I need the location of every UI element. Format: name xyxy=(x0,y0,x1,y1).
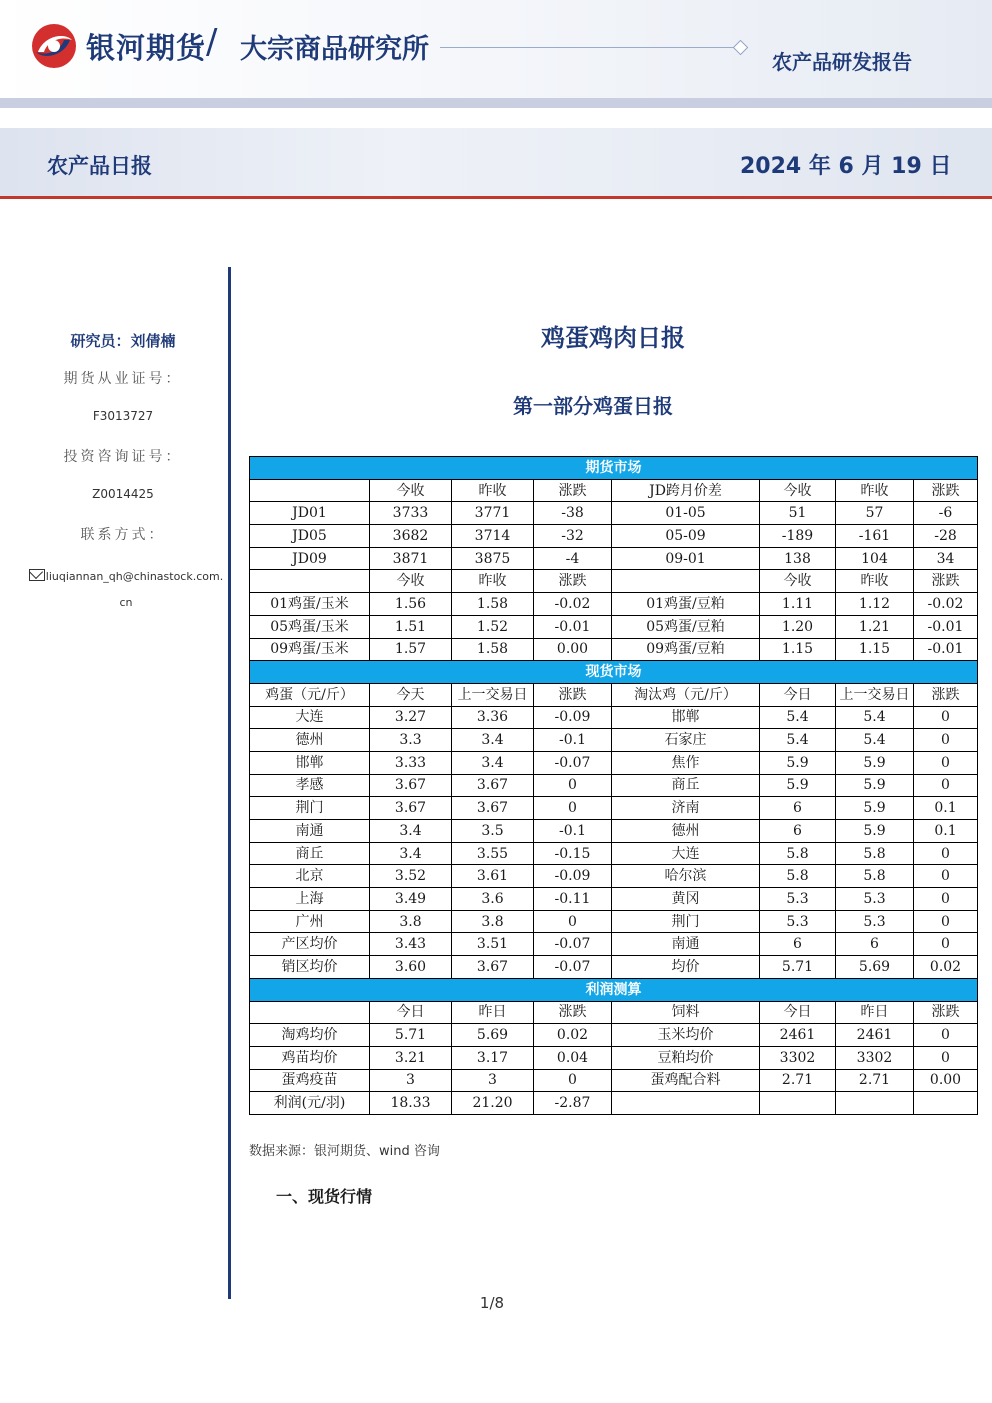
table-cell: 01-05 xyxy=(612,502,760,525)
table-cell: 石家庄 xyxy=(612,729,760,752)
table-cell: 蛋鸡疫苗 xyxy=(250,1069,370,1092)
table-cell: 1.51 xyxy=(370,615,452,638)
section-band-label: 现货市场 xyxy=(250,661,978,684)
table-cell: 今日 xyxy=(760,683,836,706)
section-band-row xyxy=(250,978,978,1001)
table-cell: 6 xyxy=(760,820,836,843)
table-cell: 1.57 xyxy=(370,638,452,661)
table-cell: 1.21 xyxy=(836,615,914,638)
table-cell: 南通 xyxy=(250,820,370,843)
table-cell: 5.9 xyxy=(836,797,914,820)
table-cell: 3.67 xyxy=(452,956,534,979)
table-cell: 蛋鸡配合料 xyxy=(612,1069,760,1092)
table-row xyxy=(250,774,978,797)
table-cell: 3.33 xyxy=(370,751,452,774)
table-cell: 104 xyxy=(836,547,914,570)
table-cell xyxy=(250,570,370,593)
table-cell: -28 xyxy=(914,525,978,548)
table-cell: 0.1 xyxy=(914,820,978,843)
table-cell: 3714 xyxy=(452,525,534,548)
table-cell: 57 xyxy=(836,502,914,525)
table-cell: 5.71 xyxy=(370,1024,452,1047)
table-cell: 01鸡蛋/豆粕 xyxy=(612,593,760,616)
table-cell: 6 xyxy=(760,933,836,956)
table-cell: 3771 xyxy=(452,502,534,525)
spot-market-subheading: 一、现货行情 xyxy=(276,1187,373,1206)
table-cell: 3.55 xyxy=(452,842,534,865)
table-cell: 0 xyxy=(914,910,978,933)
table-cell: 大连 xyxy=(250,706,370,729)
table-cell: 5.4 xyxy=(760,729,836,752)
table-cell: 5.8 xyxy=(760,842,836,865)
table-cell: -0.02 xyxy=(914,593,978,616)
table-cell: 2461 xyxy=(760,1024,836,1047)
table-row xyxy=(250,820,978,843)
table-cell: 3.6 xyxy=(452,888,534,911)
table-cell: 哈尔滨 xyxy=(612,865,760,888)
table-cell: 孝感 xyxy=(250,774,370,797)
table-cell: -0.07 xyxy=(534,956,612,979)
table-cell: JD09 xyxy=(250,547,370,570)
table-cell: 6 xyxy=(836,933,914,956)
table-cell: 3.36 xyxy=(452,706,534,729)
table-cell: 昨收 xyxy=(452,479,534,502)
table-cell: -0.01 xyxy=(534,615,612,638)
table-cell: 产区均价 xyxy=(250,933,370,956)
table-cell: 0.00 xyxy=(914,1069,978,1092)
table-cell: 3682 xyxy=(370,525,452,548)
table-row xyxy=(250,502,978,525)
table-cell: 0 xyxy=(914,774,978,797)
table-cell: 0.00 xyxy=(534,638,612,661)
table-cell: 0.02 xyxy=(914,956,978,979)
table-cell: -189 xyxy=(760,525,836,548)
table-cell: 0 xyxy=(914,729,978,752)
table-cell: 3.52 xyxy=(370,865,452,888)
table-cell: -0.01 xyxy=(914,638,978,661)
table-cell: 3.4 xyxy=(370,842,452,865)
table-cell: JD05 xyxy=(250,525,370,548)
table-cell: 3.61 xyxy=(452,865,534,888)
table-cell: 涨跌 xyxy=(914,1001,978,1024)
table-cell: 昨日 xyxy=(452,1001,534,1024)
table-cell: 1.15 xyxy=(836,638,914,661)
table-cell: 3.8 xyxy=(370,910,452,933)
table-cell: 3.60 xyxy=(370,956,452,979)
table-cell: 5.8 xyxy=(760,865,836,888)
table-cell: 3302 xyxy=(760,1046,836,1069)
table-cell: -161 xyxy=(836,525,914,548)
table-cell: 0.1 xyxy=(914,797,978,820)
table-cell: 0 xyxy=(534,910,612,933)
table-cell: 北京 xyxy=(250,865,370,888)
table-cell: 0 xyxy=(914,1046,978,1069)
table-cell: 3.51 xyxy=(452,933,534,956)
table-cell: 今天 xyxy=(370,683,452,706)
table-cell: 5.3 xyxy=(836,888,914,911)
section-band-row xyxy=(250,457,978,480)
table-cell: 今收 xyxy=(760,479,836,502)
table-cell: 淘汰鸡（元/斤） xyxy=(612,683,760,706)
egg-data-table xyxy=(249,456,978,1115)
table-cell: 鸡苗均价 xyxy=(250,1046,370,1069)
table-cell: 0 xyxy=(914,1024,978,1047)
table-cell: 济南 xyxy=(612,797,760,820)
table-cell: 5.3 xyxy=(760,888,836,911)
table-cell: 3.49 xyxy=(370,888,452,911)
table-cell: 3.8 xyxy=(452,910,534,933)
table-cell: 邯郸 xyxy=(612,706,760,729)
table-cell: 1.12 xyxy=(836,593,914,616)
table-cell: 3 xyxy=(370,1069,452,1092)
table-cell: 5.9 xyxy=(836,774,914,797)
table-cell: 焦作 xyxy=(612,751,760,774)
table-cell: 3.4 xyxy=(370,820,452,843)
futures-cert-value: F3013727 xyxy=(92,409,154,423)
researcher-name: 研究员：刘倩楠 xyxy=(70,332,176,350)
table-cell: -0.11 xyxy=(534,888,612,911)
data-source-note: 数据来源：银河期货、wind 咨询 xyxy=(249,1144,440,1159)
table-cell: 3.67 xyxy=(452,797,534,820)
contact-email[interactable]: liuqiannan_qh@chinastock.com.cn xyxy=(45,570,224,609)
table-cell: 今收 xyxy=(370,570,452,593)
table-cell: 玉米均价 xyxy=(612,1024,760,1047)
table-cell: 今收 xyxy=(370,479,452,502)
mail-icon xyxy=(29,569,45,581)
table-cell: -0.09 xyxy=(534,706,612,729)
table-cell: 荆门 xyxy=(612,910,760,933)
table-cell: -4 xyxy=(534,547,612,570)
subheader-red-rule xyxy=(0,196,992,199)
table-row xyxy=(250,888,978,911)
table-cell: 09-01 xyxy=(612,547,760,570)
table-cell: -0.01 xyxy=(914,615,978,638)
table-cell: 5.4 xyxy=(836,729,914,752)
table-cell xyxy=(250,479,370,502)
table-cell: 0 xyxy=(914,842,978,865)
table-cell: 商丘 xyxy=(250,842,370,865)
table-cell: 销区均价 xyxy=(250,956,370,979)
table-cell: -0.15 xyxy=(534,842,612,865)
table-cell: 2.71 xyxy=(836,1069,914,1092)
table-cell xyxy=(760,1092,836,1115)
table-row xyxy=(250,683,978,706)
table-cell: 5.4 xyxy=(836,706,914,729)
table-row xyxy=(250,593,978,616)
table-cell: 上一交易日 xyxy=(836,683,914,706)
table-cell: 3.27 xyxy=(370,706,452,729)
table-cell: 1.58 xyxy=(452,593,534,616)
table-cell: 今收 xyxy=(760,570,836,593)
table-row xyxy=(250,933,978,956)
table-cell: 05鸡蛋/玉米 xyxy=(250,615,370,638)
section-title: 第一部分鸡蛋日报 xyxy=(513,394,673,418)
table-cell: 21.20 xyxy=(452,1092,534,1115)
table-cell: 0 xyxy=(914,751,978,774)
table-cell: 邯郸 xyxy=(250,751,370,774)
table-row xyxy=(250,1046,978,1069)
table-row xyxy=(250,842,978,865)
table-cell: 黄冈 xyxy=(612,888,760,911)
table-cell: 5.4 xyxy=(760,706,836,729)
table-cell: 34 xyxy=(914,547,978,570)
table-cell: 3733 xyxy=(370,502,452,525)
table-cell: -0.07 xyxy=(534,933,612,956)
table-cell: 上一交易日 xyxy=(452,683,534,706)
table-cell: 1.56 xyxy=(370,593,452,616)
table-cell: 涨跌 xyxy=(914,683,978,706)
table-cell: 5.8 xyxy=(836,842,914,865)
header-stripe xyxy=(0,98,992,108)
table-row xyxy=(250,1092,978,1115)
table-cell xyxy=(914,1092,978,1115)
table-cell: 18.33 xyxy=(370,1092,452,1115)
table-cell: 1.58 xyxy=(452,638,534,661)
table-cell: 05鸡蛋/豆粕 xyxy=(612,615,760,638)
sidebar-divider xyxy=(228,267,231,1299)
table-cell: 昨日 xyxy=(836,1001,914,1024)
report-main-title: 鸡蛋鸡肉日报 xyxy=(541,324,685,352)
table-cell: 3302 xyxy=(836,1046,914,1069)
table-cell: 涨跌 xyxy=(534,570,612,593)
table-cell: 3.67 xyxy=(452,774,534,797)
table-cell: 利润(元/羽) xyxy=(250,1092,370,1115)
table-cell: 昨收 xyxy=(836,479,914,502)
table-row xyxy=(250,525,978,548)
table-cell: 3.4 xyxy=(452,751,534,774)
table-cell: 德州 xyxy=(250,729,370,752)
table-cell: 0 xyxy=(914,865,978,888)
table-row xyxy=(250,1001,978,1024)
futures-cert-label: 期货从业证号： xyxy=(63,371,183,387)
table-cell: 南通 xyxy=(612,933,760,956)
table-cell: 豆粕均价 xyxy=(612,1046,760,1069)
table-cell: 0 xyxy=(914,933,978,956)
table-cell: 大连 xyxy=(612,842,760,865)
table-cell: 51 xyxy=(760,502,836,525)
table-cell: 3.17 xyxy=(452,1046,534,1069)
table-cell: 3871 xyxy=(370,547,452,570)
galaxy-logo-icon xyxy=(30,22,78,70)
table-cell: 广州 xyxy=(250,910,370,933)
invest-cert-value: Z0014425 xyxy=(92,487,154,501)
table-cell xyxy=(612,1092,760,1115)
table-cell: 0 xyxy=(914,888,978,911)
table-cell: 3.67 xyxy=(370,774,452,797)
table-cell: 01鸡蛋/玉米 xyxy=(250,593,370,616)
table-cell: -0.09 xyxy=(534,865,612,888)
table-cell: 5.3 xyxy=(760,910,836,933)
table-cell: 5.9 xyxy=(760,751,836,774)
table-cell: -0.1 xyxy=(534,729,612,752)
table-cell: -0.02 xyxy=(534,593,612,616)
table-cell: 涨跌 xyxy=(534,683,612,706)
table-cell: 1.15 xyxy=(760,638,836,661)
table-cell: 2.71 xyxy=(760,1069,836,1092)
table-cell: JD跨月价差 xyxy=(612,479,760,502)
brand-name: 银河期货 xyxy=(86,31,207,65)
table-cell: 均价 xyxy=(612,956,760,979)
table-row xyxy=(250,910,978,933)
section-band-label: 利润测算 xyxy=(250,978,978,1001)
table-row xyxy=(250,865,978,888)
table-cell xyxy=(250,1001,370,1024)
table-row xyxy=(250,570,978,593)
table-cell: 3.3 xyxy=(370,729,452,752)
table-cell: 昨收 xyxy=(836,570,914,593)
table-cell: 0.04 xyxy=(534,1046,612,1069)
table-row xyxy=(250,751,978,774)
table-cell: -6 xyxy=(914,502,978,525)
table-cell: 鸡蛋（元/斤） xyxy=(250,683,370,706)
table-row xyxy=(250,706,978,729)
table-cell: 5.9 xyxy=(836,820,914,843)
table-cell: -2.87 xyxy=(534,1092,612,1115)
table-cell: 涨跌 xyxy=(914,479,978,502)
table-cell: 涨跌 xyxy=(534,1001,612,1024)
table-cell: -32 xyxy=(534,525,612,548)
section-band-label: 期货市场 xyxy=(250,457,978,480)
table-cell: JD01 xyxy=(250,502,370,525)
table-cell: 138 xyxy=(760,547,836,570)
table-cell: -0.1 xyxy=(534,820,612,843)
table-cell: 0 xyxy=(534,1069,612,1092)
table-row xyxy=(250,729,978,752)
table-cell: 饲料 xyxy=(612,1001,760,1024)
table-cell xyxy=(612,570,760,593)
table-cell: 今日 xyxy=(760,1001,836,1024)
table-cell: 1.20 xyxy=(760,615,836,638)
table-cell: 0 xyxy=(534,797,612,820)
table-cell: 5.8 xyxy=(836,865,914,888)
table-cell: 3875 xyxy=(452,547,534,570)
table-cell: 5.9 xyxy=(760,774,836,797)
table-row xyxy=(250,479,978,502)
contact-email-block xyxy=(26,564,226,616)
table-cell: 荆门 xyxy=(250,797,370,820)
table-cell: 1.11 xyxy=(760,593,836,616)
table-cell: 涨跌 xyxy=(914,570,978,593)
invest-cert-label: 投资咨询证号： xyxy=(63,449,183,465)
table-cell: 3.43 xyxy=(370,933,452,956)
table-cell: 3.67 xyxy=(370,797,452,820)
institute-name: 大宗商品研究所 xyxy=(240,34,429,65)
table-cell: 3.5 xyxy=(452,820,534,843)
table-cell: 2461 xyxy=(836,1024,914,1047)
brand-separator: / xyxy=(206,22,218,62)
table-cell: 3 xyxy=(452,1069,534,1092)
table-cell: 3.21 xyxy=(370,1046,452,1069)
table-cell: 昨收 xyxy=(452,570,534,593)
table-cell: 上海 xyxy=(250,888,370,911)
table-cell: 3.4 xyxy=(452,729,534,752)
contact-label: 联系方式： xyxy=(80,527,166,543)
table-cell: 5.3 xyxy=(836,910,914,933)
table-cell: 商丘 xyxy=(612,774,760,797)
table-cell: -0.07 xyxy=(534,751,612,774)
table-cell: 6 xyxy=(760,797,836,820)
table-cell: 0 xyxy=(534,774,612,797)
table-cell: 涨跌 xyxy=(534,479,612,502)
page-number: 1/8 xyxy=(479,1294,505,1312)
table-cell xyxy=(836,1092,914,1115)
table-row xyxy=(250,1069,978,1092)
table-cell: 5.71 xyxy=(760,956,836,979)
table-row xyxy=(250,956,978,979)
header-deco-line xyxy=(440,47,736,48)
table-cell: 1.52 xyxy=(452,615,534,638)
section-band-row xyxy=(250,661,978,684)
report-date: 2024 年 6 月 19 日 xyxy=(740,154,952,179)
table-cell: 淘鸡均价 xyxy=(250,1024,370,1047)
report-type: 农产品研发报告 xyxy=(772,50,912,74)
table-cell: 5.9 xyxy=(836,751,914,774)
table-row xyxy=(250,615,978,638)
table-row xyxy=(250,797,978,820)
table-row xyxy=(250,1024,978,1047)
table-cell: 德州 xyxy=(612,820,760,843)
table-row xyxy=(250,547,978,570)
table-cell: 0.02 xyxy=(534,1024,612,1047)
table-cell: 5.69 xyxy=(836,956,914,979)
table-row xyxy=(250,638,978,661)
table-cell: 09鸡蛋/豆粕 xyxy=(612,638,760,661)
table-cell: 5.69 xyxy=(452,1024,534,1047)
table-cell: 09鸡蛋/玉米 xyxy=(250,638,370,661)
table-cell: 05-09 xyxy=(612,525,760,548)
table-cell: 0 xyxy=(914,706,978,729)
daily-report-label: 农产品日报 xyxy=(47,154,152,178)
table-cell: -38 xyxy=(534,502,612,525)
table-cell: 今日 xyxy=(370,1001,452,1024)
